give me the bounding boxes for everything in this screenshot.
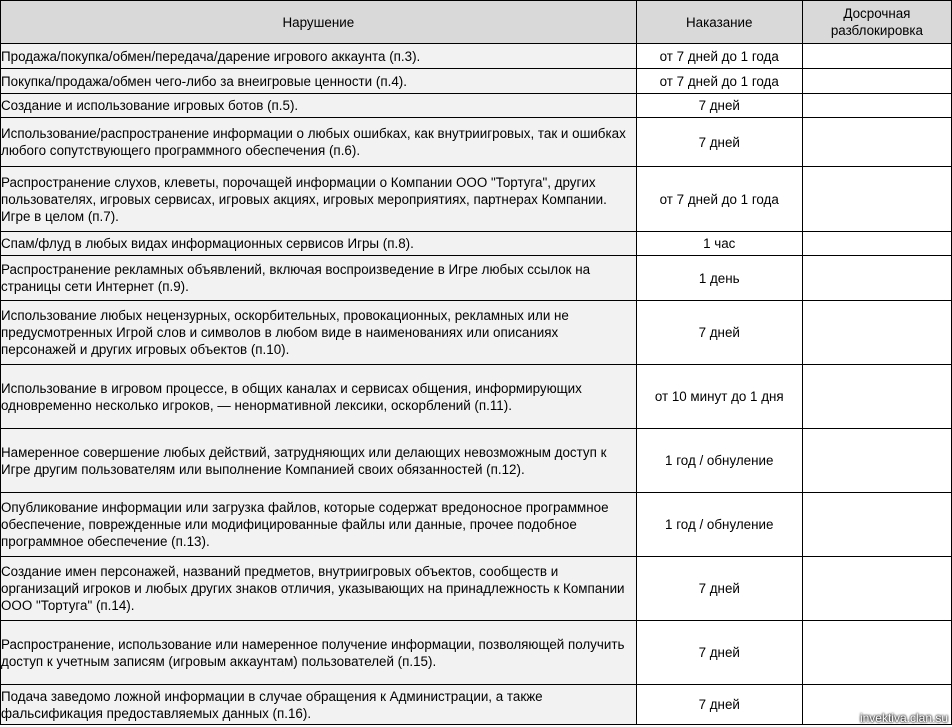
header-violation: Нарушение: [1, 1, 637, 44]
table-row: [1, 621, 952, 685]
penalty-cell: 7 дней: [636, 685, 802, 725]
violation-cell: Создание и использование игровых ботов (п.5).: [1, 94, 637, 118]
penalty-cell: 7 дней: [636, 621, 802, 685]
early-unblock-cell: [802, 621, 951, 685]
violation-cell: Намеренное совершение любых действий, затрудняющих или делающих невозможным доступ к Игре другим пользователям или выполнение Компанией своих обязанностей (п.12).: [1, 429, 637, 493]
penalty-cell: от 10 минут до 1 дня: [636, 365, 802, 429]
early-unblock-cell: [802, 118, 951, 167]
header-early-unblock-line2: разблокировка: [830, 23, 923, 38]
violation-cell: Опубликование информации или загрузка файлов, которые содержат вредоносное программное обеспечение, поврежденные или модифицированные файлы или данные, прочее подобное программное обеспечение (п.13).: [1, 493, 637, 557]
table-row: [1, 685, 952, 725]
violation-cell: Распространение, использование или намеренное получение информации, позволяющей получить доступ к учетным записям (игровым аккаунтам) пользователей (п.15).: [1, 621, 637, 685]
header-early-unblock: [802, 1, 951, 44]
early-unblock-cell: [802, 365, 951, 429]
table-row: [1, 429, 952, 493]
table-row: [1, 94, 952, 118]
violation-cell: Использование/распространение информации о любых ошибках, как внутриигровых, так и ошибках любого сопутствующего программного обеспечения (п.6).: [1, 118, 637, 167]
violation-cell: Использование любых нецензурных, оскорбительных, провокационных, рекламных или не предусмотренных Игрой слов и символов в любом виде в наименованиях или описаниях персонажей и других игровых объектов (п.10).: [1, 301, 637, 365]
penalty-cell: 7 дней: [636, 118, 802, 167]
violation-cell: Распространение рекламных объявлений, включая воспроизведение в Игре любых ссылок на страницы сети Интернет (п.9).: [1, 256, 637, 301]
violation-cell: Распространение слухов, клеветы, порочащей информации о Компании ООО "Тортуга", других пользователях, игровых сервисах, игровых акциях, игровых мероприятиях, партнерах Компании. Игре в целом (п.7).: [1, 167, 637, 232]
table-row: [1, 69, 952, 94]
early-unblock-cell: [802, 44, 951, 69]
penalty-cell: 1 год / обнуление: [636, 429, 802, 493]
penalty-cell: 1 год / обнуление: [636, 493, 802, 557]
penalty-cell: 7 дней: [636, 557, 802, 621]
violation-cell: Использование в игровом процессе, в общих каналах и сервисах общения, информирующих одновременно несколько игроков, — ненормативной лексики, оскорблений (п.11).: [1, 365, 637, 429]
table-row: [1, 232, 952, 256]
table-row: [1, 365, 952, 429]
table-row: [1, 301, 952, 365]
early-unblock-cell: [802, 429, 951, 493]
table-header-row: [1, 1, 952, 44]
early-unblock-cell: [802, 256, 951, 301]
early-unblock-cell: [802, 301, 951, 365]
table-row: [1, 167, 952, 232]
violation-cell: Продажа/покупка/обмен/передача/дарение игрового аккаунта (п.3).: [1, 44, 637, 69]
penalty-cell: 1 день: [636, 256, 802, 301]
penalty-cell: 1 час: [636, 232, 802, 256]
violation-cell: Спам/флуд в любых видах информационных сервисов Игры (п.8).: [1, 232, 637, 256]
early-unblock-cell: [802, 167, 951, 232]
table-row: [1, 493, 952, 557]
early-unblock-cell: [802, 232, 951, 256]
violation-cell: Создание имен персонажей, названий предметов, внутриигровых объектов, сообществ и организаций игроков и любых других знаков отличия, указывающих на принадлежность к Компании ООО "Тортуга" (п.14).: [1, 557, 637, 621]
penalty-cell: от 7 дней до 1 года: [636, 167, 802, 232]
penalty-cell: 7 дней: [636, 94, 802, 118]
penalty-cell: от 7 дней до 1 года: [636, 44, 802, 69]
table-row: [1, 557, 952, 621]
early-unblock-cell: [802, 69, 951, 94]
early-unblock-cell: [802, 557, 951, 621]
penalty-cell: 7 дней: [636, 301, 802, 365]
table-row: [1, 256, 952, 301]
early-unblock-cell: [802, 493, 951, 557]
early-unblock-cell: [802, 94, 951, 118]
violation-cell: Подача заведомо ложной информации в случае обращения к Администрации, а также фальсификация предоставляемых данных (п.16).: [1, 685, 637, 725]
table-row: [1, 44, 952, 69]
header-penalty: Наказание: [636, 1, 802, 44]
penalty-cell: от 7 дней до 1 года: [636, 69, 802, 94]
header-early-unblock-line1: Досрочная: [843, 6, 911, 21]
violation-cell: Покупка/продажа/обмен чего-либо за внеигровые ценности (п.4).: [1, 69, 637, 94]
watermark: invektiva.clan.su: [859, 711, 948, 725]
table-row: [1, 118, 952, 167]
